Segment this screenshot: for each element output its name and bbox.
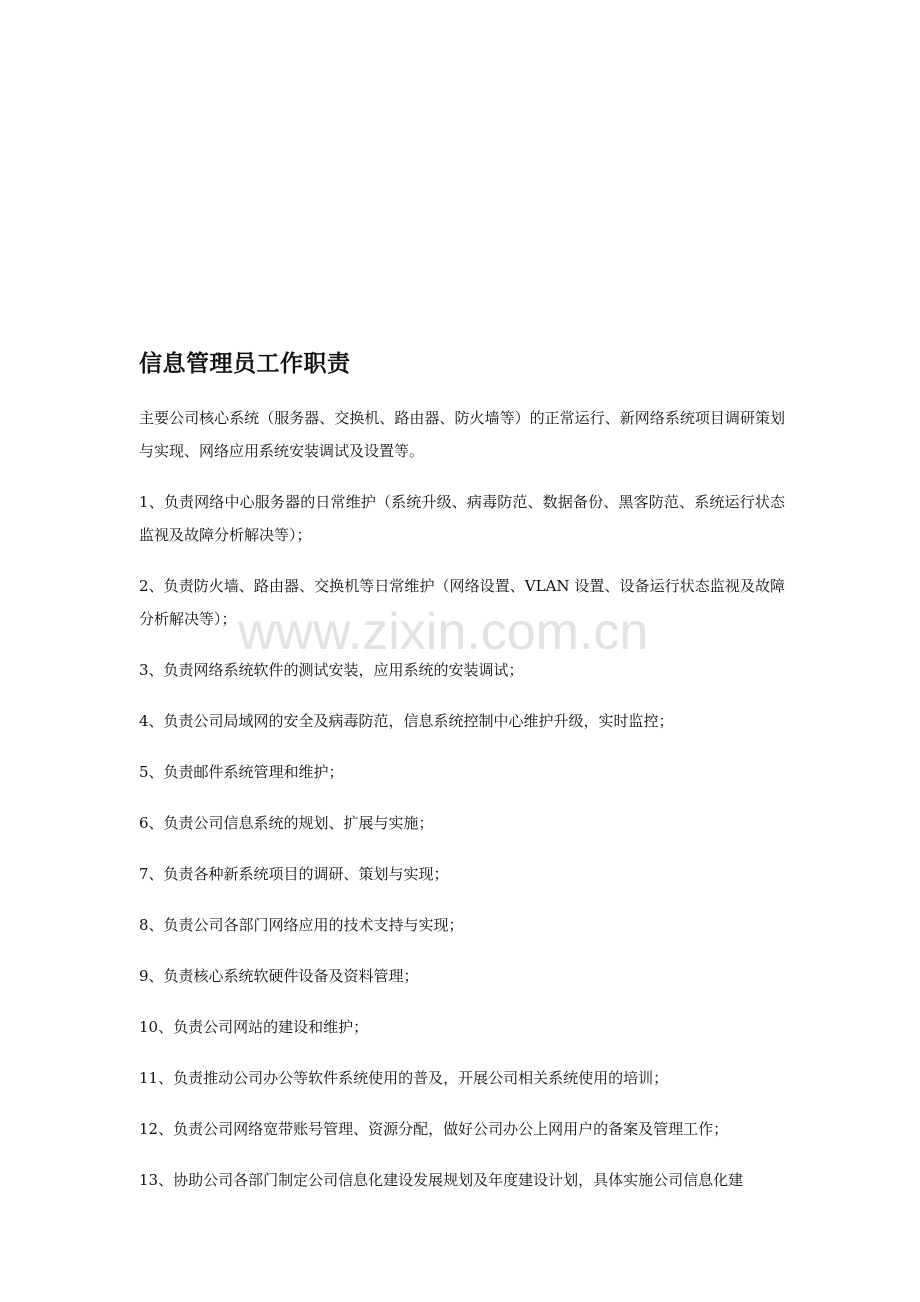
watermark: www.zixin.com.cn — [238, 603, 649, 661]
duty-item-6: 6、负责公司信息系统的规划、扩展与实施； — [139, 814, 434, 832]
duty-item-1: 1、负责网络中心服务器的日常维护（系统升级、病毒防范、数据备份、黑客防范、系统运行状态监视及故障分析解决等）； — [139, 493, 785, 544]
duty-item-8: 8、负责公司各部门网络应用的技术支持与实现； — [139, 916, 464, 934]
duty-item-5: 5、负责邮件系统管理和维护； — [139, 763, 344, 781]
duty-item-10: 10、负责公司网站的建设和维护； — [139, 1018, 369, 1036]
duty-item-12: 12、负责公司网络宽带账号管理、资源分配，做好公司办公上网用户的备案及管理工作； — [139, 1120, 729, 1138]
duty-item-7: 7、负责各种新系统项目的调研、策划与实现； — [139, 865, 449, 883]
document-title: 信息管理员工作职责 — [139, 351, 351, 377]
document-body — [139, 402, 785, 1215]
duty-item-13: 13、协助公司各部门制定公司信息化建设发展规划及年度建设计划，具体实施公司信息化建 — [139, 1171, 744, 1189]
duty-item-9: 9、负责核心系统软硬件设备及资料管理； — [139, 967, 419, 985]
duty-item-4: 4、负责公司局域网的安全及病毒防范，信息系统控制中心维护升级，实时监控； — [139, 712, 674, 730]
duty-item-11: 11、负责推动公司办公等软件系统使用的普及，开展公司相关系统使用的培训； — [139, 1069, 669, 1087]
duty-item-2: 2、负责防火墙、路由器、交换机等日常维护（网络设置、VLAN 设置、设备运行状态监视及故障分析解决等）； — [139, 577, 785, 628]
duty-item-3: 3、负责网络系统软件的测试安装，应用系统的安装调试； — [139, 661, 524, 679]
paragraph-intro: 主要公司核心系统（服务器、交换机、路由器、防火墙等）的正常运行、新网络系统项目调研策划与实现、网络应用系统安装调试及设置等。 — [139, 409, 785, 460]
